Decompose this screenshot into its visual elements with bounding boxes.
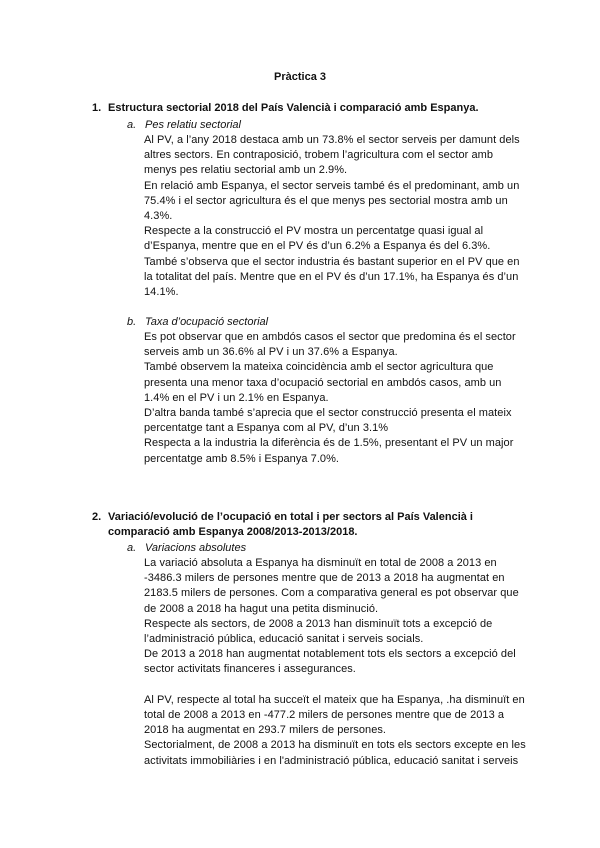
paragraph: En relació amb Espanya, el sector serveis també és el predominant, amb un 75.4% i el sector agricultura és el que menys pes sectorial mostra amb un 4.3%. [144, 179, 520, 223]
paragraph: Al PV, a l’any 2018 destaca amb un 73.8% el sector serveis per damunt dels altres sectors. En contraposició, trobem l’agricultura com el sector amb menys pes relatiu sectorial amb un 2.9%. [144, 134, 520, 177]
section-1-heading [92, 101, 522, 116]
subsection-1a-body [144, 133, 528, 300]
subsection-title-text: Taxa d’ocupació sectorial [145, 316, 269, 328]
subsection-1b-title [127, 315, 268, 330]
subsection-letter: b. [127, 316, 137, 328]
paragraph: D’altra banda també s’aprecia que el sector construcció presenta el mateix percentatge tant a Espanya com al PV, d’un 3.1% [144, 407, 512, 435]
paragraph: Sectorialment, de 2008 a 2013 ha disminuït en tots els sectors excepte en les activitats immobiliàries i en l'administració pública, educació sanitat i serveis [144, 739, 526, 767]
paragraph: Respecte als sectors, de 2008 a 2013 han disminuït tots a excepció de l’administració pública, educació sanitat i serveis socials. [144, 617, 493, 646]
section-number: 1. [92, 102, 102, 114]
paragraph: Respecte a la construcció el PV mostra un percentatge quasi igual al d’Espanya, mentre que en el PV és d’un 6.2% a Espanya és del 6.3%. [144, 225, 491, 253]
subsection-1b-body [144, 330, 528, 467]
paragraph: Es pot observar que en ambdós casos el sector que predomina és el sector serveis amb un 36.6% al PV i un 37.6% a Espanya. [144, 331, 516, 359]
paragraph: Al PV, respecte al total ha succeït el mateix que ha Espanya, .ha disminuït en total de 2008 a 2013 en -477.2 milers de persones mentre que de 2013 a 2018 ha augmentat en 293.7 milers de persones. [144, 693, 525, 737]
section-2-heading [92, 510, 522, 540]
subsection-1a-title [127, 118, 241, 133]
paragraph: També s’observa que el sector industria és bastant superior en el PV que en la totalitat del país. Mentre que en el PV és d’un 17.1%, ha Espanya és d’un 14.1%. [144, 255, 520, 299]
section-number: 2. [92, 511, 102, 523]
paragraph-spacer [144, 678, 528, 693]
paragraph: De 2013 a 2018 han augmentat notablement tots els sectors a excepció del sector activitats financeres i assegurances. [144, 648, 516, 676]
subsection-2a-body [144, 556, 528, 769]
subsection-title-text: Pes relatiu sectorial [145, 119, 241, 131]
paragraph: També observem la mateixa coincidència amb el sector agricultura que presenta una menor taxa d’ocupació sectorial en ambdós casos, amb un 1.4% en el PV i un 2.1% en Espanya. [144, 361, 502, 404]
subsection-title-text: Variacions absolutes [145, 542, 247, 554]
paragraph: La variació absoluta a Espanya ha disminuït en total de 2008 a 2013 en -3486.3 milers de persones mentre que de 2013 a 2018 ha augmentat en 2183.5 milers de persones. Com a comparativa general es pot observar que de 2008 a 2018 ha hagut una petita disminució. [144, 557, 519, 615]
section-heading-text: Estructura sectorial 2018 del País Valencià i comparació amb Espanya. [108, 102, 479, 114]
subsection-letter: a. [127, 542, 137, 554]
section-heading-text: Variació/evolució de l’ocupació en total i per sectors al País Valencià i comparació amb Espanya 2008/2013-2013/2018. [108, 511, 473, 538]
paragraph: Respecta a la industria la diferència és de 1.5%, presentant el PV un major percentatge amb 8.5% i Espanya 7.0%. [144, 437, 514, 465]
page-title: Pràctica 3 [274, 71, 326, 83]
subsection-letter: a. [127, 119, 137, 131]
subsection-2a-title [127, 541, 246, 556]
